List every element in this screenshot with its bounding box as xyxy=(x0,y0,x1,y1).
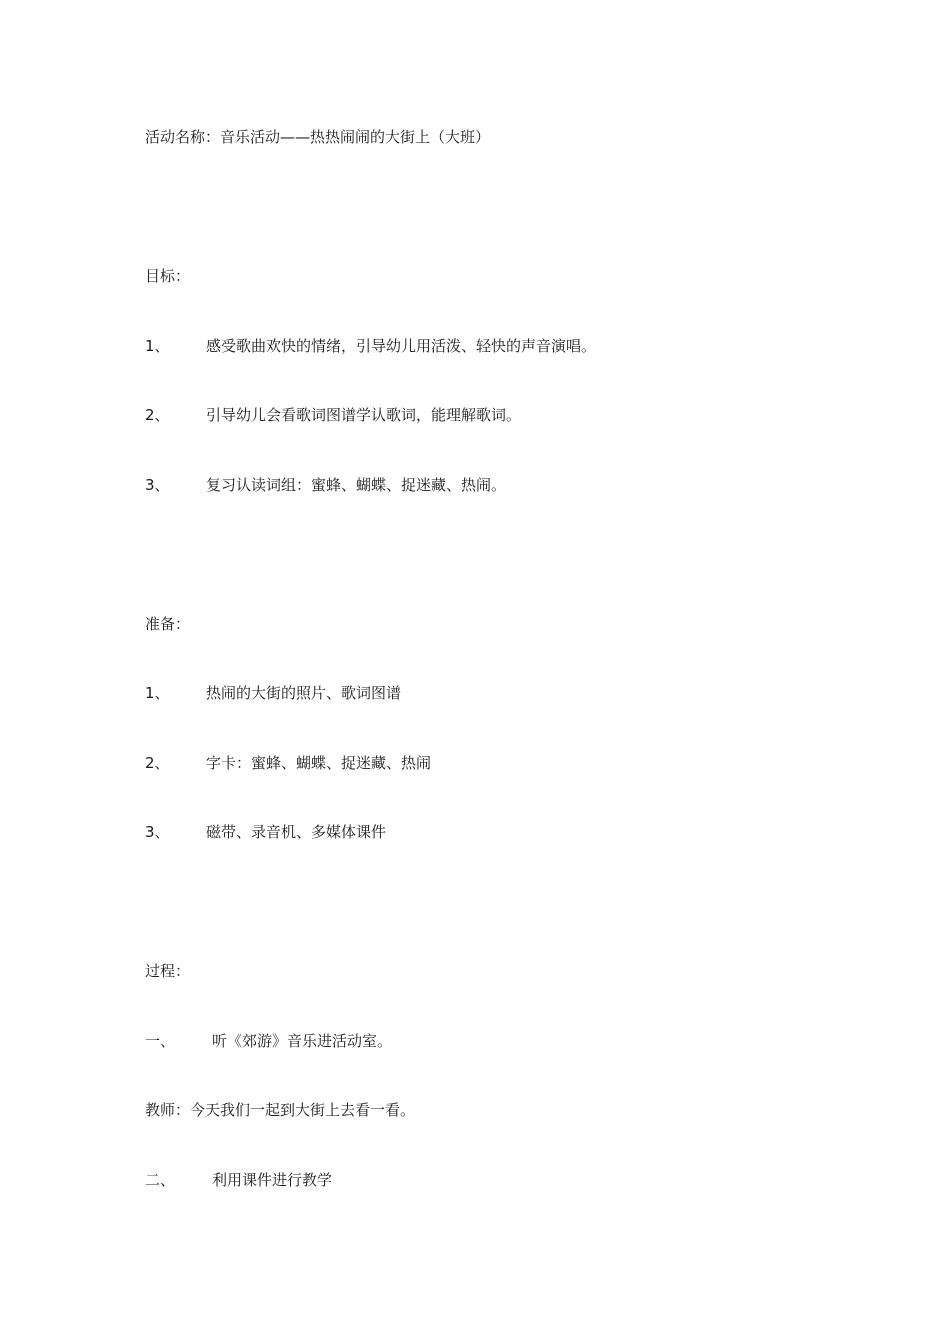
preparation-item xyxy=(145,753,431,773)
goal-text: 感受歌曲欢快的情绪，引导幼儿用活泼、轻快的声音演唱。 xyxy=(206,337,597,355)
preparation-text: 字卡：蜜蜂、蝴蝶、捉迷藏、热闹 xyxy=(206,754,432,772)
preparation-item xyxy=(145,683,401,703)
preparation-heading: 准备： xyxy=(145,615,191,633)
preparation-number: 2、 xyxy=(145,754,170,772)
preparation-number: 1、 xyxy=(145,684,170,702)
process-step-number: 一、 xyxy=(145,1032,176,1050)
process-step xyxy=(145,1170,332,1190)
goal-text: 引导幼儿会看歌词图谱学认歌词，能理解歌词。 xyxy=(206,406,522,424)
process-step-text: 听《郊游》音乐进活动室。 xyxy=(212,1032,393,1050)
goal-number: 1、 xyxy=(145,337,170,355)
preparation-text: 磁带、录音机、多媒体课件 xyxy=(206,823,387,841)
teacher-line: 教师：今天我们一起到大街上去看一看。 xyxy=(145,1101,416,1119)
goal-item xyxy=(145,405,521,425)
process-step-text: 利用课件进行教学 xyxy=(212,1171,333,1189)
goal-item xyxy=(145,475,506,495)
activity-title: 活动名称：音乐活动——热热闹闹的大街上（大班） xyxy=(145,128,491,146)
process-step xyxy=(145,1031,392,1051)
preparation-text: 热闹的大街的照片、歌词图谱 xyxy=(206,684,402,702)
preparation-number: 3、 xyxy=(145,823,170,841)
goal-text: 复习认读词组：蜜蜂、蝴蝶、捉迷藏、热闹。 xyxy=(206,476,507,494)
process-step-number: 二、 xyxy=(145,1171,176,1189)
goals-heading: 目标： xyxy=(145,267,191,285)
process-heading: 过程： xyxy=(145,962,191,980)
goal-number: 2、 xyxy=(145,406,170,424)
goal-item xyxy=(145,336,596,356)
goal-number: 3、 xyxy=(145,476,170,494)
preparation-item xyxy=(145,822,386,842)
